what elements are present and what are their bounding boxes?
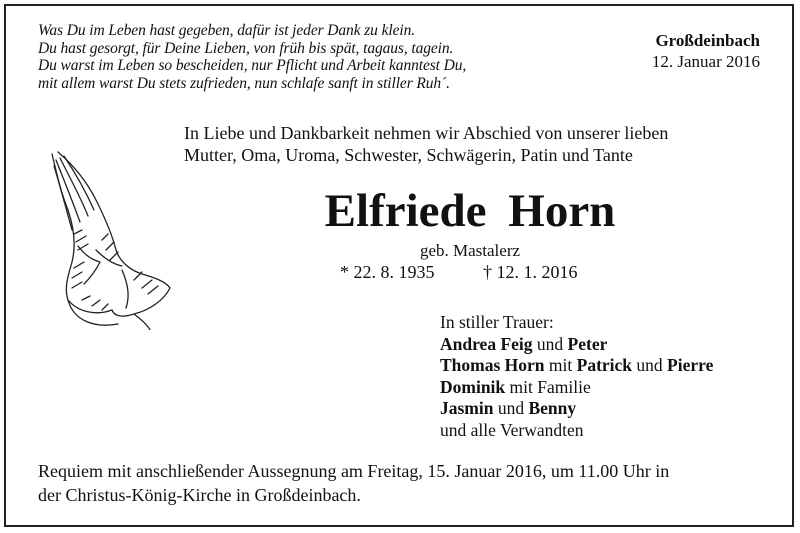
- birth-date: * 22. 8. 1935: [340, 262, 435, 282]
- birth-name: geb. Mastalerz: [419, 241, 521, 260]
- requiem-notice: [38, 459, 669, 507]
- memorial-poem: [38, 22, 466, 92]
- connector-text: und: [636, 355, 663, 375]
- mourner-name: Jasmin: [440, 398, 494, 418]
- mourner-line: und alle Verwandten: [440, 419, 584, 440]
- deceased-name: Elfriede Horn: [324, 185, 616, 237]
- intro-line: Mutter, Oma, Uroma, Schwester, Schwägerin, Patin und Tante: [184, 145, 633, 165]
- poem-line: Du warst im Leben so bescheiden, nur Pflicht und Arbeit kanntest Du,: [38, 57, 467, 74]
- intro-line: In Liebe und Dankbarkeit nehmen wir Abschied von unserer lieben: [184, 123, 669, 143]
- mourner-line: [440, 398, 713, 420]
- place-name: Großdeinbach: [655, 31, 760, 50]
- mourner-line: [440, 377, 713, 399]
- mourner-name: Patrick: [576, 355, 633, 375]
- mourners-list: [440, 312, 713, 441]
- mourners-heading: In stiller Trauer:: [440, 312, 554, 332]
- mourner-name: Andrea Feig: [440, 333, 533, 354]
- mourner-name: Thomas Horn: [440, 355, 545, 375]
- mourner-name: Peter: [567, 333, 608, 354]
- requiem-line: der Christus-König-Kirche in Großdeinbach.: [38, 485, 361, 505]
- mourner-name: Benny: [528, 398, 577, 418]
- place-and-date: [652, 30, 760, 72]
- connector-text: und: [536, 333, 564, 354]
- mourner-name: Pierre: [667, 355, 714, 375]
- poem-line: mit allem warst Du stets zufrieden, nun schlafe sanft in stiller Ruh´.: [38, 74, 450, 92]
- requiem-line: Requiem mit anschließender Aussegnung am Freitag, 15. Januar 2016, um 11.00 Uhr in: [38, 461, 670, 481]
- intro-text: [184, 122, 668, 166]
- notice-date: 12. Januar 2016: [651, 52, 760, 71]
- mourner-line: [440, 355, 713, 377]
- connector-text: mit: [548, 355, 573, 375]
- praying-hands-icon: [38, 150, 173, 330]
- connector-text: und: [497, 398, 525, 418]
- mourner-line: [440, 334, 713, 356]
- death-date: † 12. 1. 2016: [483, 262, 578, 282]
- life-dates: [340, 261, 578, 283]
- poem-line: Du hast gesorgt, für Deine Lieben, von früh bis spät, tagaus, tagein.: [38, 39, 454, 57]
- poem-line: Was Du im Leben hast gegeben, dafür ist jeder Dank zu klein.: [38, 22, 416, 39]
- connector-text: mit Familie: [509, 376, 591, 397]
- mourner-name: Dominik: [440, 376, 506, 397]
